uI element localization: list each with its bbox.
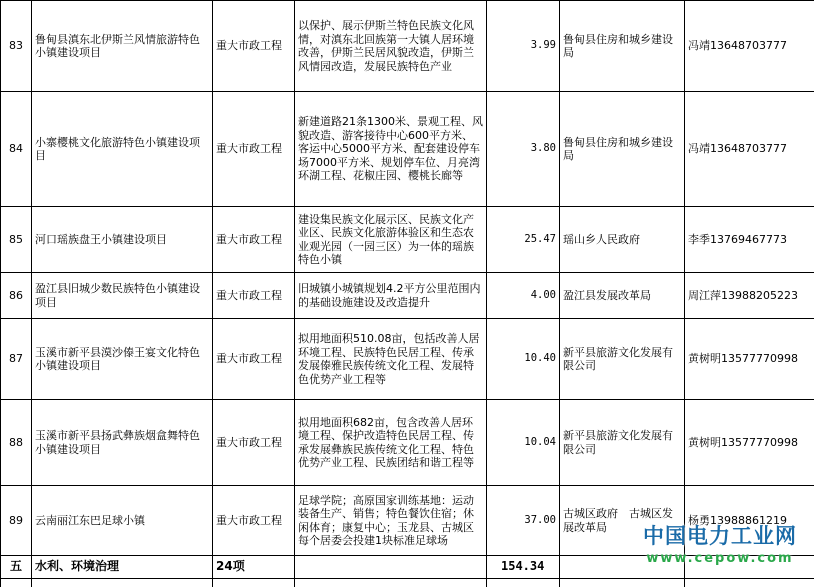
table-row bbox=[1, 1, 814, 92]
responsible-unit: 鲁甸县住房和城乡建设局 bbox=[560, 92, 685, 207]
project-type: 重大市政工程 bbox=[213, 1, 295, 92]
project-type: 重大市政工程 bbox=[213, 273, 295, 319]
row-number: 89 bbox=[1, 486, 32, 556]
project-content: 以保护、展示伊斯兰特色民族文化风情，对滇东北回族第一大镇人居环境改善，伊斯兰民居风貌改造，伊斯兰风情园改造，发展民族特色产业 bbox=[295, 1, 487, 92]
project-name: 鲁甸县滇东北伊斯兰风情旅游特色小镇建设项目 bbox=[32, 1, 213, 92]
row-number: 83 bbox=[1, 1, 32, 92]
investment-amount: 4.00 bbox=[487, 273, 560, 319]
project-type: 重大市政工程 bbox=[213, 486, 295, 556]
contact: 杨勇13988861219 bbox=[685, 486, 814, 556]
project-name: 盈江县旧城少数民族特色小镇建设项目 bbox=[32, 273, 213, 319]
investment-amount: 25.47 bbox=[487, 207, 560, 273]
responsible-unit: 瑶山乡人民政府 bbox=[560, 207, 685, 273]
empty-cell bbox=[560, 579, 685, 587]
responsible-unit: 新平县旅游文化发展有限公司 bbox=[560, 319, 685, 400]
investment-amount: 10.04 bbox=[487, 400, 560, 486]
section-content bbox=[295, 556, 487, 579]
project-content: 足球学院；高原国家训练基地：运动装备生产、销售；特色餐饮住宿；休闲体育；康复中心；玉龙县、古城区每个居委会投建1块标准足球场 bbox=[295, 486, 487, 556]
project-name: 小寨樱桃文化旅游特色小镇建设项目 bbox=[32, 92, 213, 207]
section-row bbox=[1, 556, 814, 579]
table-row bbox=[1, 319, 814, 400]
row-number: 87 bbox=[1, 319, 32, 400]
project-type: 重大市政工程 bbox=[213, 400, 295, 486]
row-number: 86 bbox=[1, 273, 32, 319]
responsible-unit: 鲁甸县住房和城乡建设局 bbox=[560, 1, 685, 92]
responsible-unit: 古城区政府 古城区发展改革局 bbox=[560, 486, 685, 556]
contact: 黄树明13577770998 bbox=[685, 400, 814, 486]
section-contact bbox=[685, 556, 814, 579]
table-row bbox=[1, 273, 814, 319]
contact: 冯靖13648703777 bbox=[685, 92, 814, 207]
section-count: 24项 bbox=[213, 556, 295, 579]
project-content: 建设集民族文化展示区、民族文化产业区、民族文化旅游体验区和生态农业观光园（一园三区）为一体的瑶族特色小镇 bbox=[295, 207, 487, 273]
table-row bbox=[1, 207, 814, 273]
contact: 李季13769467773 bbox=[685, 207, 814, 273]
project-name: 云南丽江东巴足球小镇 bbox=[32, 486, 213, 556]
project-name: 玉溪市新平县扬武彝族烟盒舞特色小镇建设项目 bbox=[32, 400, 213, 486]
empty-cell bbox=[32, 579, 213, 587]
section-name: 水利、环境治理 bbox=[32, 556, 213, 579]
table-row-partial bbox=[1, 579, 814, 587]
responsible-unit: 新平县旅游文化发展有限公司 bbox=[560, 400, 685, 486]
table-row bbox=[1, 92, 814, 207]
empty-cell bbox=[487, 579, 560, 587]
investment-amount: 3.99 bbox=[487, 1, 560, 92]
section-number: 五 bbox=[1, 556, 32, 579]
empty-cell bbox=[1, 579, 32, 587]
contact: 黄树明13577770998 bbox=[685, 319, 814, 400]
section-amount: 154.34 bbox=[487, 556, 560, 579]
project-content: 旧城镇小城镇规划4.2平方公里范围内的基础设施建设及改造提升 bbox=[295, 273, 487, 319]
investment-amount: 10.40 bbox=[487, 319, 560, 400]
watermark-title: 中国电力工业网 bbox=[643, 524, 797, 548]
row-number: 84 bbox=[1, 92, 32, 207]
row-number: 88 bbox=[1, 400, 32, 486]
project-name: 河口瑶族盘王小镇建设项目 bbox=[32, 207, 213, 273]
investment-amount: 3.80 bbox=[487, 92, 560, 207]
watermark-url: www.cepow.com bbox=[646, 551, 794, 566]
project-type: 重大市政工程 bbox=[213, 92, 295, 207]
empty-cell bbox=[685, 579, 814, 587]
investment-amount: 37.00 bbox=[487, 486, 560, 556]
empty-cell bbox=[213, 579, 295, 587]
project-content: 拟用地面积510.08亩，包括改善人居环境工程、民族特色民居工程、传承发展傣雅民族传统文化工程、发展特色优势产业工程等 bbox=[295, 319, 487, 400]
section-unit bbox=[560, 556, 685, 579]
responsible-unit: 盈江县发展改革局 bbox=[560, 273, 685, 319]
project-content: 拟用地面积682亩，包含改善人居环境工程、保护改造特色民居工程、传承发展彝族民族传统文化工程、特色优势产业工程、民族团结和谐工程等 bbox=[295, 400, 487, 486]
project-content: 新建道路21条1300米、景观工程、风貌改造、游客接待中心600平方米、客运中心5000平方米、配套建设停车场7000平方米、规划停车位、月亮湾环湖工程、花椒庄园、樱桃长廊等 bbox=[295, 92, 487, 207]
contact: 周江萍13988205223 bbox=[685, 273, 814, 319]
project-name: 玉溪市新平县漠沙傣王宴文化特色小镇建设项目 bbox=[32, 319, 213, 400]
project-type: 重大市政工程 bbox=[213, 319, 295, 400]
contact: 冯靖13648703777 bbox=[685, 1, 814, 92]
table-row bbox=[1, 486, 814, 556]
table-row bbox=[1, 400, 814, 486]
project-type: 重大市政工程 bbox=[213, 207, 295, 273]
empty-cell bbox=[295, 579, 487, 587]
row-number: 85 bbox=[1, 207, 32, 273]
